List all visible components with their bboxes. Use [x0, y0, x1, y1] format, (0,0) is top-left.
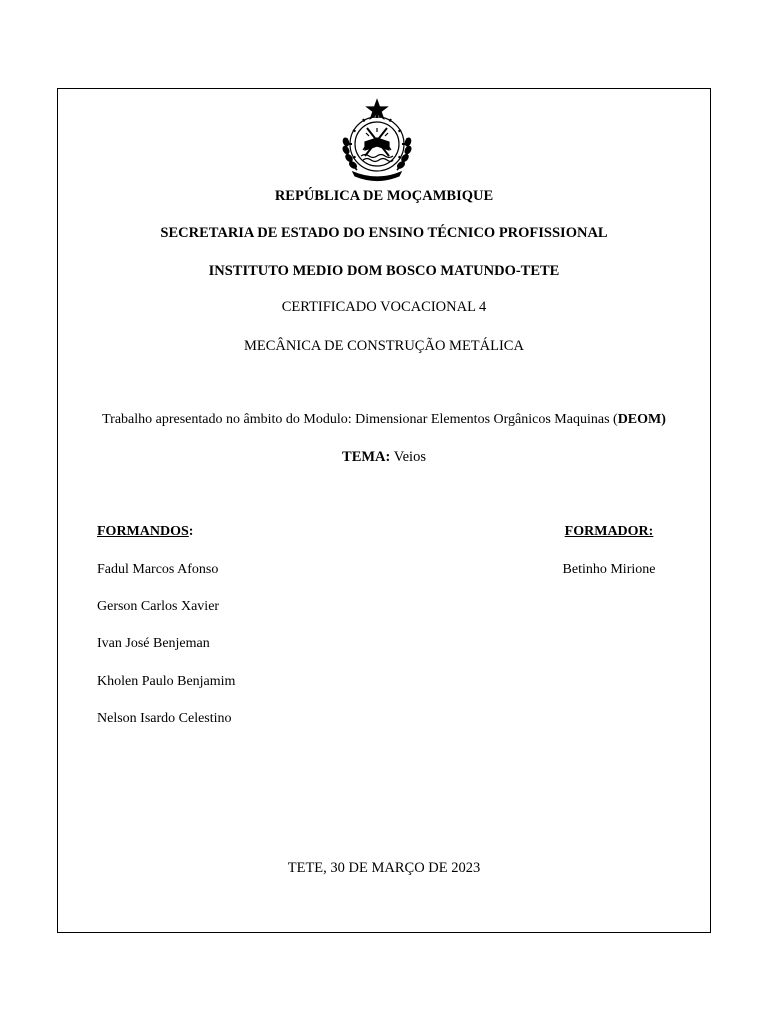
trainee-name: Nelson Isardo Celestino [97, 711, 232, 726]
theme-label: TEMA: [342, 449, 391, 465]
trainees-heading-colon: : [188, 524, 194, 539]
trainee-name: Gerson Carlos Xavier [97, 599, 220, 614]
trainees-heading [97, 523, 193, 541]
country-title: REPÚBLICA DE MOÇAMBIQUE [274, 188, 494, 204]
mozambique-coat-of-arms-icon [333, 98, 421, 182]
course-title: MECÂNICA DE CONSTRUÇÃO METÁLICA [244, 338, 524, 354]
trainer-name: Betinho Mirione [562, 562, 656, 577]
trainee-name: Kholen Paulo Benjamim [97, 674, 236, 689]
place-date: TETE, 30 DE MARÇO DE 2023 [287, 860, 481, 876]
institute-title: INSTITUTO MEDIO DOM BOSCO MATUNDO-TETE [208, 263, 560, 279]
work-intro [57, 411, 711, 429]
page-border [57, 88, 711, 933]
module-acronym: DEOM) [617, 412, 666, 427]
certificate-title: CERTIFICADO VOCACIONAL 4 [281, 299, 487, 315]
work-intro-text: Trabalho apresentado no âmbito do Modulo: Dimensionar Elementos Orgânicos Maquinas ( [102, 412, 618, 427]
theme-value: Veios [390, 449, 426, 465]
trainees-heading-label: FORMANDOS [97, 524, 189, 539]
trainee-name: Ivan José Benjeman [97, 636, 210, 651]
secretariat-title: SECRETARIA DE ESTADO DO ENSINO TÉCNICO PROFISSIONAL [160, 225, 608, 241]
trainee-name: Fadul Marcos Afonso [97, 562, 219, 577]
theme-line [57, 448, 711, 466]
trainer-heading: FORMADOR: [564, 524, 654, 539]
